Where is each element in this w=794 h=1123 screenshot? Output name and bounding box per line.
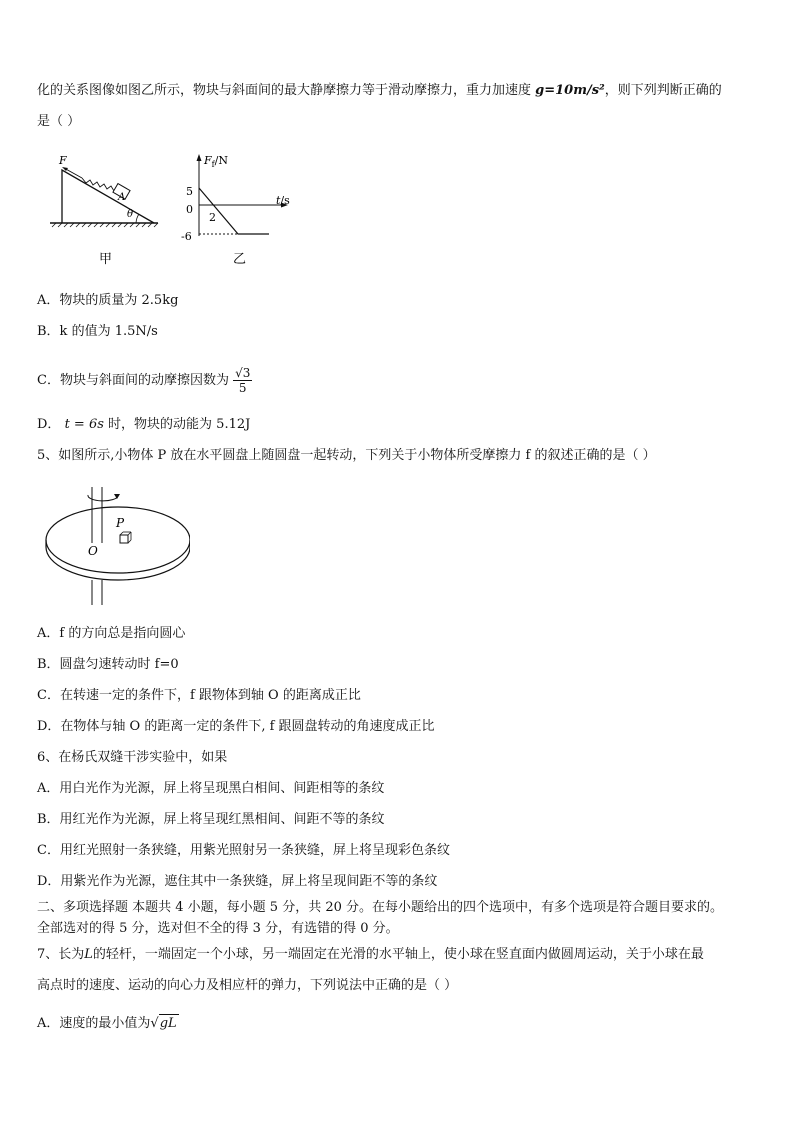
q4-option-c — [37, 366, 252, 395]
block-label: A — [118, 192, 126, 203]
q4-option-d-text: 时，物块的动能为 5.12J — [108, 417, 251, 432]
q6-option-d: D．用紫光作为光源，遮住其中一条狭缝，屏上将呈现间距不等的条纹 — [37, 874, 438, 889]
fraction-denominator: 5 — [238, 381, 247, 395]
label-o: O — [88, 544, 98, 558]
block-p — [120, 535, 128, 543]
q6-stem: 6、在杨氏双缝干涉实验中，如果 — [37, 750, 228, 765]
sqrt-sign: √ — [150, 1016, 159, 1031]
q4-stem-end: ，则下列判断正确的 — [604, 83, 722, 98]
incline-triangle — [62, 170, 154, 223]
section2-line1: 二、多项选择题 本题共 4 小题，每小题 5 分，共 20 分。在每小题给出的四个选项中，有多个选项是符合题目要求的。 — [37, 900, 724, 915]
q7-stem-line2: 高点时的速度、运动的向心力及相应杆的弹力，下列说法中正确的是（ ） — [37, 978, 458, 993]
label-p: P — [116, 516, 125, 530]
x-axis-label: t/s — [276, 194, 290, 207]
q7-stem-prefix: 7、长为 — [37, 947, 85, 962]
caption-yi: 乙 — [233, 252, 247, 267]
section2-line2: 全部选对的得 5 分，选对但不全的得 3 分，有选错的得 0 分。 — [37, 921, 399, 936]
tick-neg6: -6 — [181, 230, 192, 243]
tick-5: 5 — [186, 185, 193, 198]
q4-option-d — [37, 416, 250, 434]
q4-option-b: B．k 的值为 1.5N/s — [37, 324, 158, 339]
q7-option-a-text: A．速度的最小值为 — [37, 1016, 151, 1031]
q4-stem-text: 化的关系图像如图乙所示，物块与斜面间的最大静摩擦力等于滑动摩擦力，重力加速度 — [37, 83, 532, 98]
q4-option-c-text: C．物块与斜面间的动摩擦因数为 — [37, 373, 229, 388]
q7-stem-L: L — [84, 947, 93, 962]
q6-option-c: C．用红光照射一条狭缝，用紫光照射另一条狭缝，屏上将呈现彩色条纹 — [37, 843, 450, 858]
q7-stem-rest: 的轻杆，一端固定一个小球，另一端固定在光滑的水平轴上，使小球在竖直面内做圆周运动，关于小球在最 — [92, 947, 704, 962]
q4-option-c-fraction — [233, 366, 252, 395]
caption-jia: 甲 — [99, 252, 113, 267]
q5-stem: 5、如图所示,小物体 P 放在水平圆盘上随圆盘一起转动，下列关于小物体所受摩擦力 f 的叙述正确的是（ ） — [37, 448, 656, 463]
force-label: F — [59, 154, 67, 167]
q5-option-d: D．在物体与轴 O 的距离一定的条件下, f 跟圆盘转动的角速度成正比 — [37, 719, 435, 734]
q4-stem-line1 — [37, 82, 722, 100]
q4-stem-line2: 是（ ） — [37, 114, 81, 129]
q6-option-b: B．用红光作为光源，屏上将呈现红黑相间、间距不等的条纹 — [37, 812, 385, 827]
q7-option-a — [37, 1014, 179, 1033]
q4-gravity-value: g=10m/s² — [535, 83, 605, 98]
q4-option-a: A．物块的质量为 2.5kg — [37, 293, 179, 308]
tick-2: 2 — [209, 211, 216, 224]
tick-0: 0 — [186, 203, 193, 216]
q7-stem-line1 — [37, 946, 704, 964]
figure-friction-graph — [176, 150, 296, 270]
figure-rotating-disk — [40, 485, 190, 610]
q7-option-a-expr: gL — [159, 1016, 177, 1031]
q5-option-b: B．圆盘匀速转动时 f=0 — [37, 657, 179, 672]
fraction-numerator: √3 — [235, 366, 251, 380]
q5-option-a: A．f 的方向总是指向圆心 — [37, 626, 186, 641]
q4-option-d-label: D． — [37, 417, 61, 432]
angle-label: θ — [127, 209, 134, 220]
figure-incline — [46, 150, 166, 270]
q6-option-a: A．用白光作为光源，屏上将呈现黑白相间、间距相等的条纹 — [37, 781, 385, 796]
q4-option-d-time: t = 6s — [64, 417, 104, 432]
q5-option-c: C．在转速一定的条件下，f 跟物体到轴 O 的距离成正比 — [37, 688, 361, 703]
y-axis-label: $F_f/N$ — [204, 154, 228, 169]
